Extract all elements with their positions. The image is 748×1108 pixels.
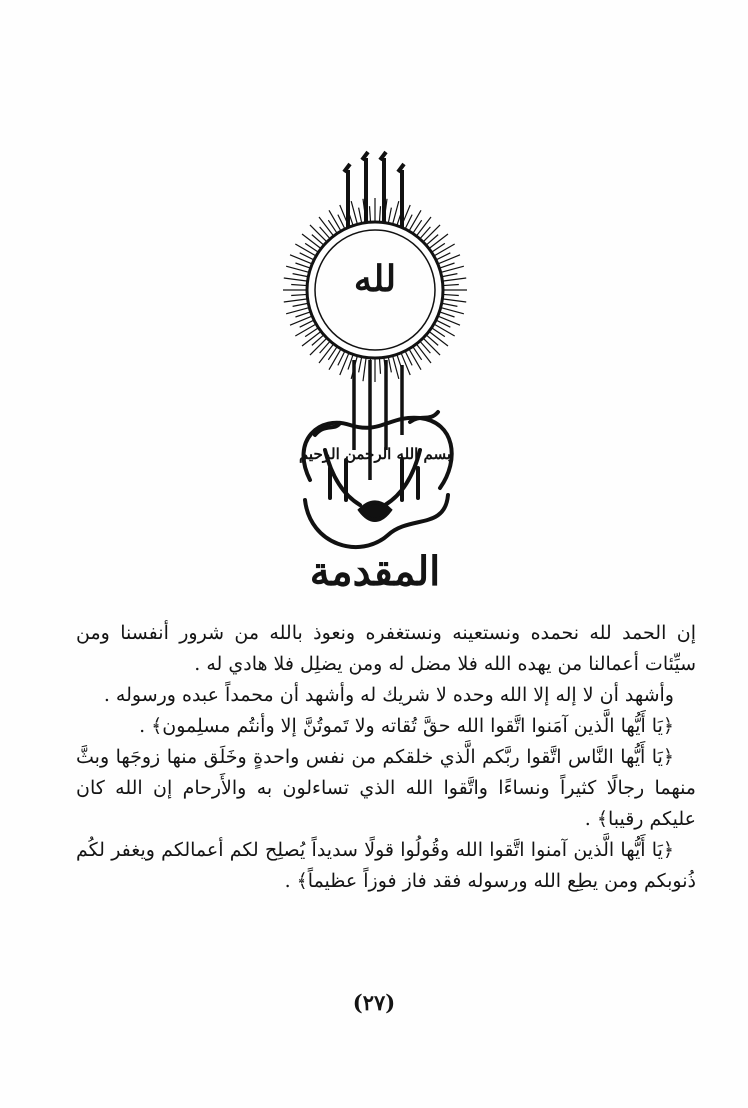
medallion-text: لله xyxy=(353,258,397,300)
introduction-body xyxy=(76,618,696,897)
paragraph-verse-3: ﴿يَا أَيُّها الَّذين آمنوا اتَّقوا الله وقُولُوا قولًا سديداً يُصلِح لكم أعمالكم ويغفر لكُم ذُنوبكم ومن يطِع الله ورسوله فقد فاز فوزاً عظيماً﴾ . xyxy=(76,839,696,892)
calligraphy-ornament-icon xyxy=(270,150,480,605)
basmala: بسم الله الرحمن الرحيم xyxy=(298,445,452,463)
paragraph-opening: إن الحمد لله نحمده ونستعينه ونستغفره ونعوذ بالله من شرور أنفسنا ومن سيِّئات أعمالنا من يهده الله فلا مضل له ومن يضلِل فلا هادي له . xyxy=(76,622,696,675)
paragraph-verse-2: ﴿يَا أَيُّها النَّاس اتَّقوا ربَّكم الَّذي خلقكم من نفس واحدةٍ وخَلَق منها زوجَها وبثَّ منهما رجالًا كثيراً ونساءًا واتَّقوا الله الذي تساءلون به والأَرحام إن الله كان عليكم رقيبا﴾ . xyxy=(76,746,696,830)
paragraph-verse-1: ﴿يَا أَيُّها الَّذين آمَنوا اتَّقوا الله حقَّ تُقاته ولا تَموتُنَّ إلا وأنتُم مسلِمون﴾ . xyxy=(139,715,674,737)
page-number: (٢٧) xyxy=(352,990,396,1015)
paragraph-shahada: وأشهد أن لا إله إلا الله وحده لا شريك له وأشهد أن محمداً عبده ورسوله . xyxy=(103,684,674,706)
chapter-heading: المقدمة xyxy=(309,548,441,595)
